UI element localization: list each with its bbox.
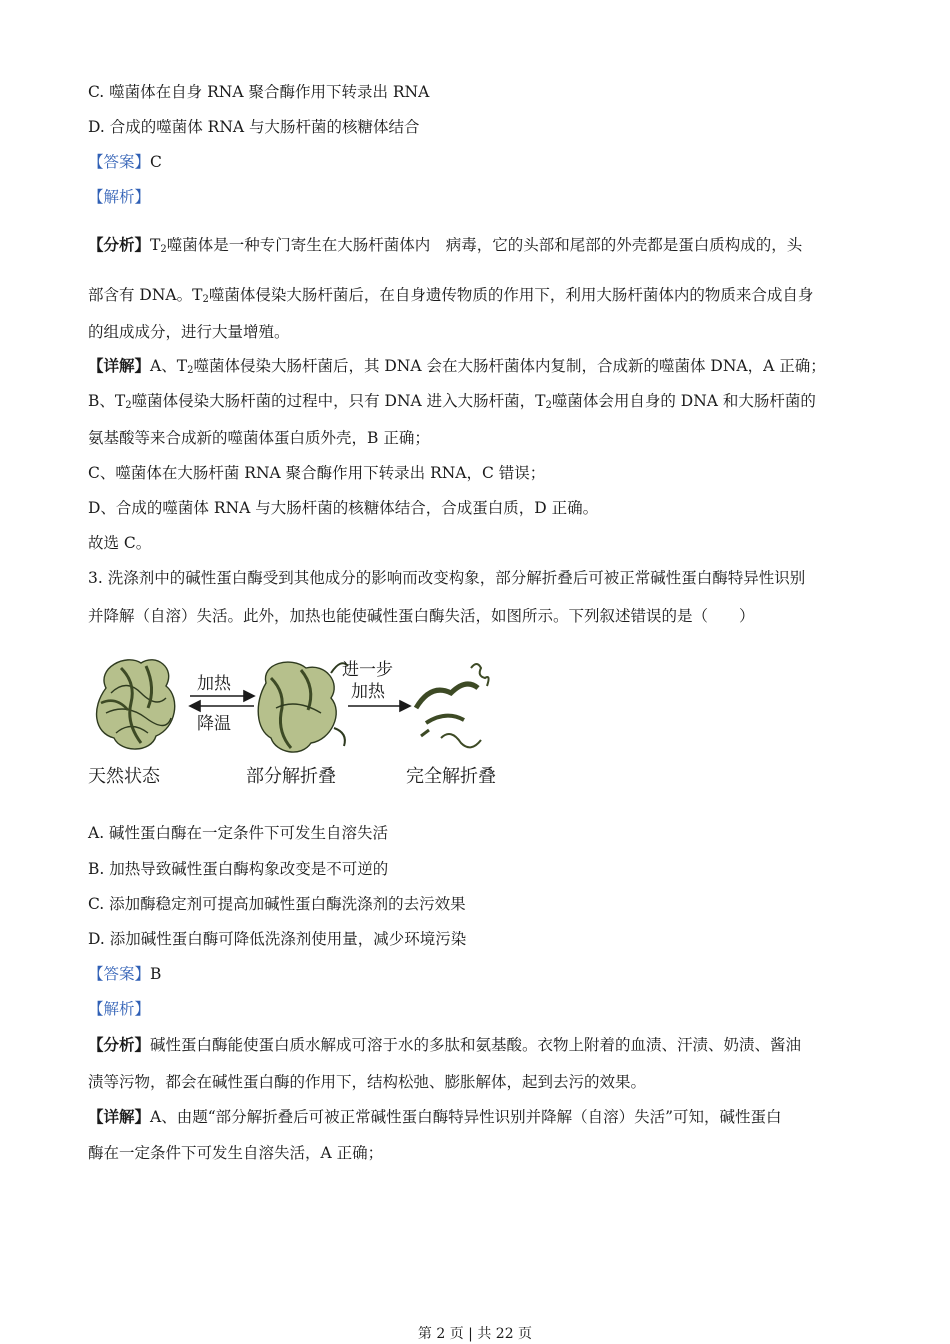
arrow1-top-label: 加热	[197, 674, 231, 693]
analysis-label: 【解析】	[88, 188, 151, 206]
native-state-structure	[97, 660, 175, 749]
protein-unfolding-figure	[86, 648, 516, 808]
text-run: 噬菌体是一种专门寄生在大肠杆菌体内 病毒，它的头部和尾部的外壳都是蛋白质构成的，头	[166, 236, 803, 254]
xiangjie-label: 【详解】	[88, 1107, 151, 1126]
q3-option-c: C. 添加酶稳定剂可提高加碱性蛋白酶洗涤剂的去污效果	[88, 895, 466, 913]
prev-option-d: D. 合成的噬菌体 RNA 与大肠杆菌的核糖体结合	[88, 118, 420, 136]
fenxi-label: 【分析】	[88, 235, 151, 254]
answer-value: C	[150, 153, 162, 171]
subscript: 2	[545, 400, 552, 411]
xiangjie-label: 【详解】	[88, 356, 151, 375]
text-run: 部含有 DNA。T	[88, 286, 203, 304]
text-run: B、T	[88, 392, 126, 410]
prev-xiangjie-line-2	[88, 391, 870, 411]
fenxi-label: 【分析】	[88, 1035, 151, 1054]
arrow1-bottom-label: 降温	[197, 714, 231, 733]
prev-xiangjie-line-5: D、合成的噬菌体 RNA 与大肠杆菌的核糖体结合，合成蛋白质，D 正确。	[88, 499, 599, 517]
prev-xiangjie-line-3: 氨基酸等来合成新的噬菌体蛋白质外壳，B 正确；	[88, 429, 430, 447]
prev-fenxi-line-3: 的组成成分，进行大量增殖。	[88, 323, 290, 341]
answer-label: 【答案】	[88, 965, 151, 983]
prev-xiangjie-line-1	[88, 356, 870, 376]
text-run: T	[150, 236, 161, 254]
arrow2-top-label-1: 进一步	[342, 660, 393, 679]
q3-option-b: B. 加热导致碱性蛋白酶构象改变是不可逆的	[88, 860, 389, 878]
further-heat-arrow	[348, 701, 410, 711]
prev-xiangjie-line-4: C、噬菌体在大肠杆菌 RNA 聚合酶作用下转录出 RNA，C 错误；	[88, 464, 546, 482]
answer-value: B	[150, 965, 162, 983]
q3-fenxi-line-2: 渍等污物，都会在碱性蛋白酶的作用下，结构松弛、膨胀解体，起到去污的效果。	[88, 1073, 647, 1091]
text-run: 噬菌体侵染大肠杆菌的过程中，只有 DNA 进入大肠杆菌，T	[131, 392, 546, 410]
protein-unfolding-illustration	[86, 648, 516, 808]
partial-unfold-label: 部分解折叠	[246, 766, 336, 786]
prev-option-c: C. 噬菌体在自身 RNA 聚合酶作用下转录出 RNA	[88, 83, 430, 101]
prev-fenxi-line-2	[88, 285, 870, 305]
q3-xiangjie-line-1	[88, 1107, 870, 1127]
answer-label: 【答案】	[88, 153, 151, 171]
prev-fenxi-line-1	[88, 235, 870, 255]
q3-analysis-label	[88, 999, 870, 1019]
text-run: 噬菌体侵染大肠杆菌后，在自身遗传物质的作用下，利用大肠杆菌体内的物质来合成自身	[208, 286, 814, 304]
text-run: 碱性蛋白酶能使蛋白质水解成可溶于水的多肽和氨基酸。衣物上附着的血渍、汗渍、奶渍、酱油	[150, 1036, 802, 1054]
q3-answer	[88, 964, 870, 984]
heat-cool-arrows	[190, 691, 254, 711]
analysis-label: 【解析】	[88, 1000, 151, 1018]
q3-option-d: D. 添加碱性蛋白酶可降低洗涤剂使用量，减少环境污染	[88, 930, 467, 948]
subscript: 2	[160, 244, 167, 255]
question-3-stem-2: 并降解（自溶）失活。此外，加热也能使碱性蛋白酶失活，如图所示。下列叙述错误的是（ ）	[88, 607, 755, 625]
page-footer: 第 2 页 | 共 22 页	[417, 1326, 533, 1342]
partial-unfold-structure	[258, 662, 348, 752]
subscript: 2	[187, 365, 194, 376]
question-3-stem-1: 3. 洗涤剂中的碱性蛋白酶受到其他成分的影响而改变构象，部分解折叠后可被正常碱性蛋白酶特异性识别	[88, 569, 806, 587]
full-unfold-label: 完全解折叠	[406, 766, 496, 786]
q3-xiangjie-line-2: 酶在一定条件下可发生自溶失活，A 正确；	[88, 1144, 384, 1162]
subscript: 2	[125, 400, 132, 411]
subscript: 2	[202, 294, 209, 305]
text-run: 噬菌体会用自身的 DNA 和大肠杆菌的	[551, 392, 816, 410]
arrow2-top-label-2: 加热	[351, 682, 385, 701]
prev-conclusion: 故选 C。	[88, 534, 152, 552]
prev-answer	[88, 152, 870, 172]
text-run: A、T	[150, 357, 188, 375]
native-state-label: 天然状态	[88, 766, 160, 786]
text-run: A、由题“部分解折叠后可被正常碱性蛋白酶特异性识别并降解（自溶）失活”可知，碱性蛋白	[150, 1108, 782, 1126]
q3-option-a: A. 碱性蛋白酶在一定条件下可发生自溶失活	[88, 824, 389, 842]
text-run: 噬菌体侵染大肠杆菌后，其 DNA 会在大肠杆菌体内复制，合成新的噬菌体 DNA，A 正确；	[193, 357, 826, 375]
q3-fenxi-line-1	[88, 1035, 870, 1055]
full-unfold-structure	[416, 664, 489, 747]
prev-analysis-label	[88, 187, 870, 207]
